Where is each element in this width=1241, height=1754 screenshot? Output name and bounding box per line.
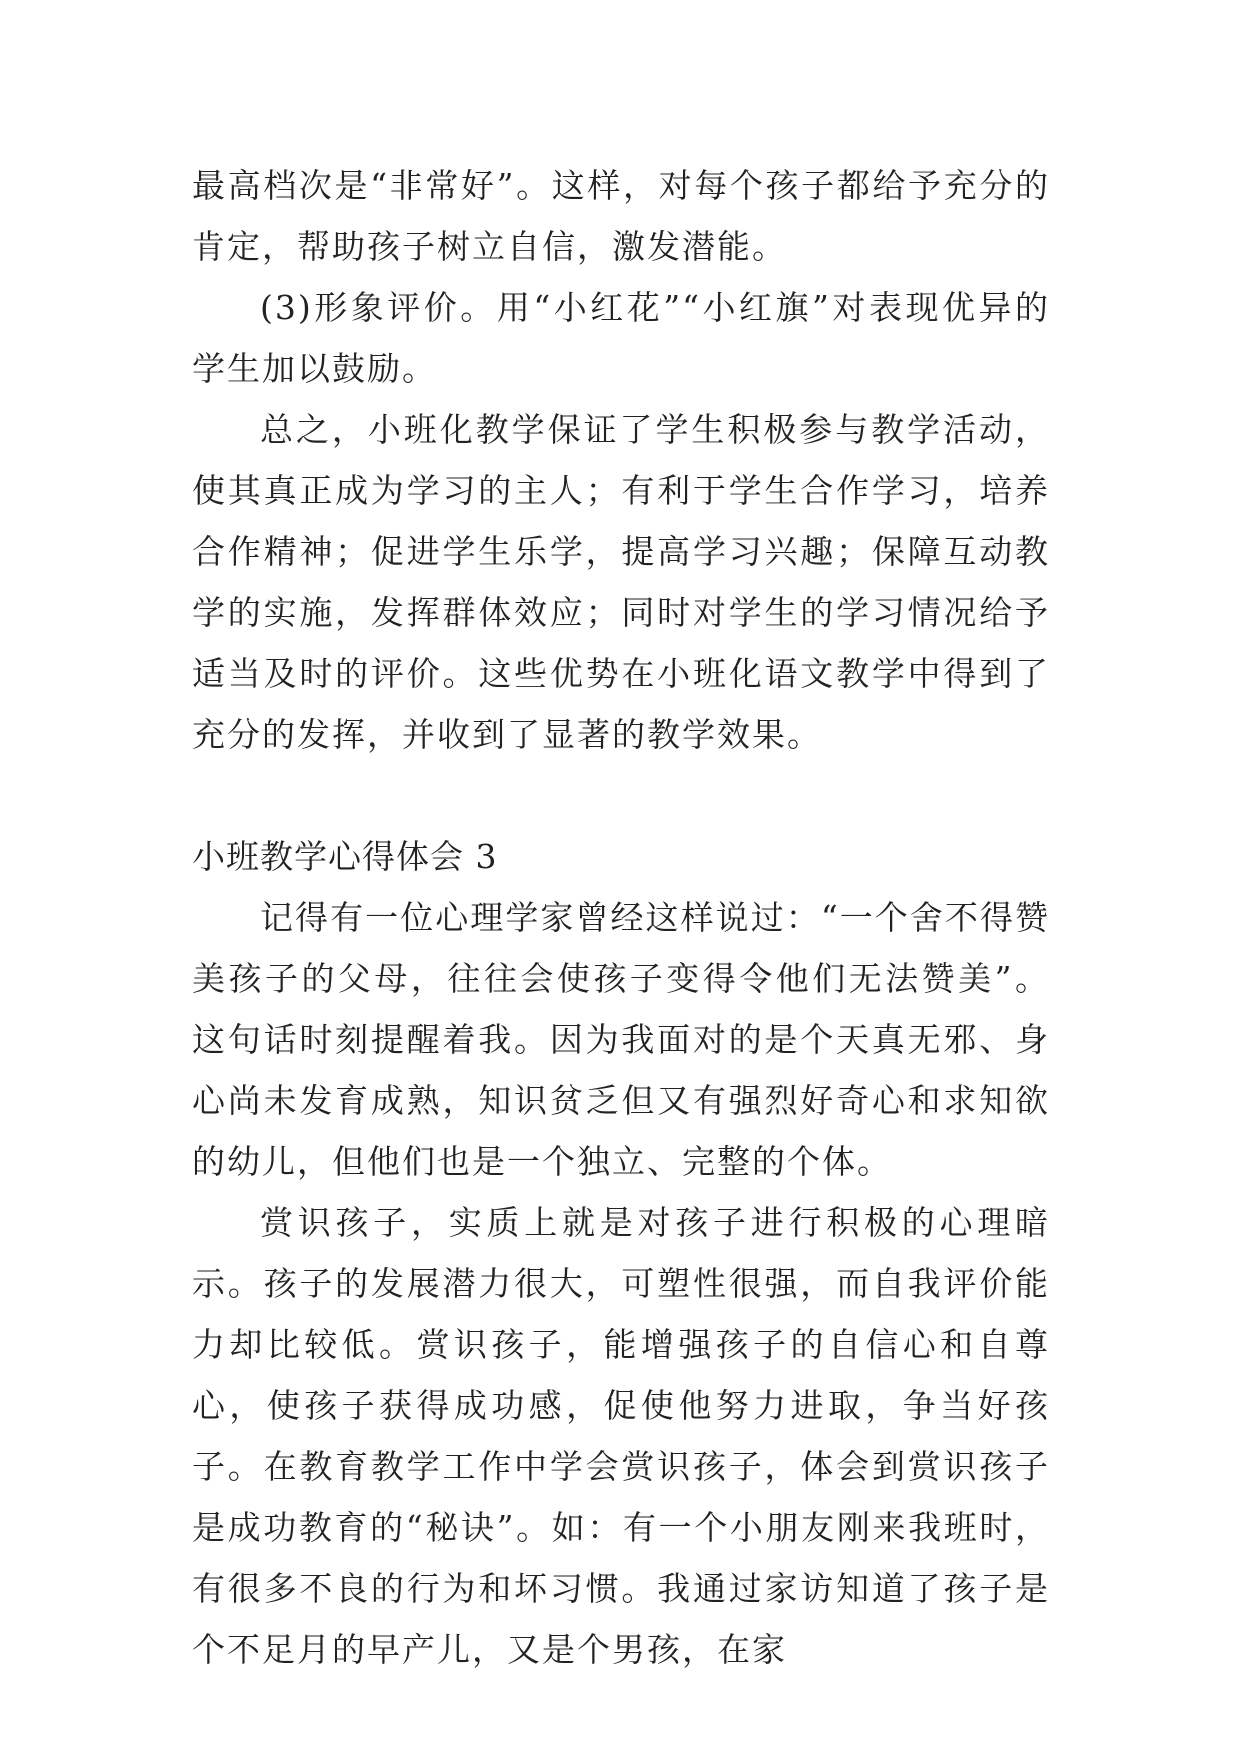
paragraph-appreciate-children: 赏识孩子，实质上就是对孩子进行积极的心理暗示。孩子的发展潜力很大，可塑性很强，而自我评价能力却比较低。赏识孩子，能增强孩子的自信心和自尊心，使孩子获得成功感，促使他努力进取，争当好孩子。在教育教学工作中学会赏识孩子，体会到赏识孩子是成功教育的“秘诀”。如：有一个小朋友刚来我班时，有很多不良的行为和坏习惯。我通过家访知道了孩子是个不足月的早产儿，又是个男孩，在家	[192, 1203, 1050, 1669]
paragraph-image-evaluation: (3)形象评价。用“小红花”“小红旗”对表现优异的学生加以鼓励。	[192, 288, 1050, 388]
paragraph-summary: 总之，小班化教学保证了学生积极参与教学活动，使其真正成为学习的主人；有利于学生合作学习，培养合作精神；促进学生乐学，提高学习兴趣；保障互动教学的实施，发挥群体效应；同时对学生的学习情况给予适当及时的评价。这些优势在小班化语文教学中得到了充分的发挥，并收到了显著的教学效果。	[192, 410, 1050, 754]
paragraph-psychologist-quote: 记得有一位心理学家曾经这样说过：“一个舍不得赞美孩子的父母，往往会使孩子变得令他们无法赞美”。这句话时刻提醒着我。因为我面对的是个天真无邪、身心尚未发育成熟，知识贫乏但又有强烈好奇心和求知欲的幼儿，但他们也是一个独立、完整的个体。	[192, 898, 1050, 1181]
document-body	[192, 155, 1050, 1680]
section-heading: 小班教学心得体会 3	[192, 837, 498, 876]
paragraph-continuation: 最高档次是“非常好”。这样，对每个孩子都给予充分的肯定，帮助孩子树立自信，激发潜能。	[192, 166, 1050, 266]
